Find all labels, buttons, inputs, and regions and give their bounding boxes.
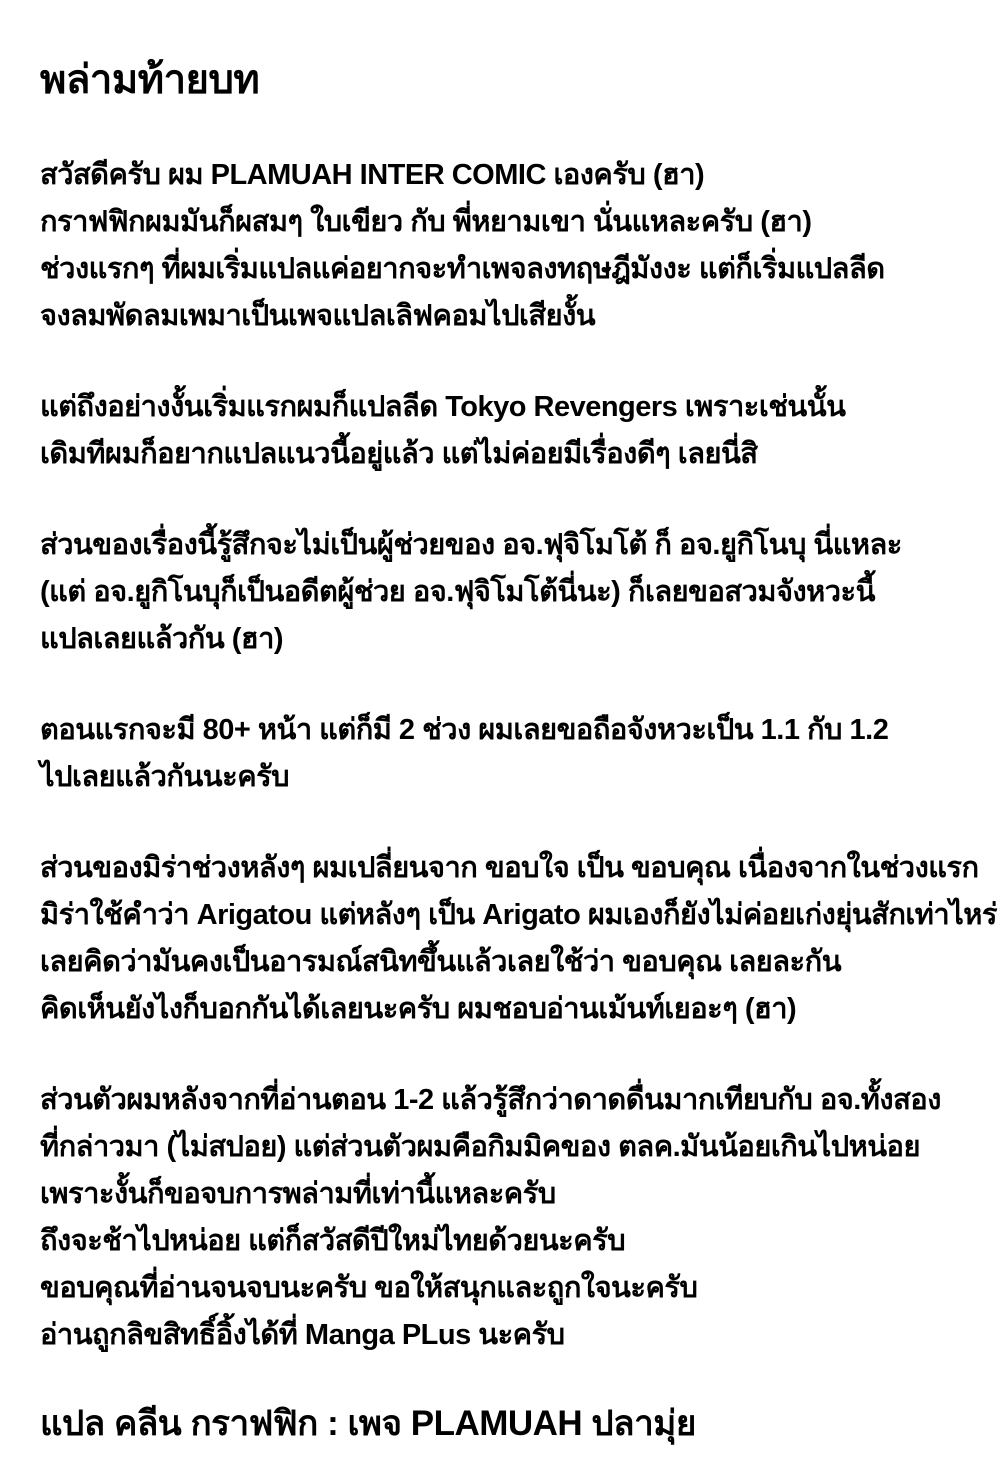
text-line: ส่วนของมิร่าช่วงหลังๆ ผมเปลี่ยนจาก ขอบใจ เป็น ขอบคุณ เนื่องจากในช่วงแรก [40, 852, 979, 884]
paragraph [40, 707, 960, 801]
paragraph [40, 152, 960, 340]
text-line: แต่ถึงอย่างงั้นเริ่มแรกผมก็แปลลีด Tokyo Revengers เพราะเช่นนั้น [40, 391, 846, 423]
text-line: ไปเลยแล้วกันนะครับ [40, 761, 290, 793]
text-line: ส่วนของเรื่องนี้รู้สึกจะไม่เป็นผู้ช่วยของ อจ.ฟุจิโมโต้ ก็ อจ.ยูกิโนบุ นี่แหละ [40, 529, 902, 561]
text-line: จงลมพัดลมเพมาเป็นเพจแปลเลิฟคอมไปเสียงั้น [40, 300, 596, 332]
text-line: ช่วงแรกๆ ที่ผมเริ่มแปลแค่อยากจะทำเพจลงทฤษฎีมังงะ แต่ก็เริ่มแปลลีด [40, 253, 885, 285]
paragraph [40, 845, 997, 1033]
text-line: เดิมทีผมก็อยากแปลแนวนี้อยู่แล้ว แต่ไม่ค่อยมีเรื่องดีๆ เลยนี่สิ [40, 438, 758, 470]
text-line: มิร่าใช้คำว่า Arigatou แต่หลังๆ เป็น Arigato ผมเองก็ยังไม่ค่อยเก่งยุ่นสักเท่าไหร่ [40, 899, 997, 931]
text-line: ถึงจะช้าไปหน่อย แต่ก็สวัสดีปีใหม่ไทยด้วยนะครับ [40, 1225, 626, 1257]
afterword-body [40, 152, 997, 1359]
paragraph [40, 384, 960, 478]
paragraph [40, 522, 960, 663]
credit-line: แปล คลีน กราฟฟิก : เพจ PLAMUAH ปลามุ่ย [40, 1404, 696, 1443]
text-line: ขอบคุณที่อ่านจนจบนะครับ ขอให้สนุกและถูกใจนะครับ [40, 1272, 698, 1304]
text-line: สวัสดีครับ ผม PLAMUAH INTER COMIC เองครับ (ฮา) [40, 159, 705, 191]
text-line: คิดเห็นยังไงก็บอกกันได้เลยนะครับ ผมชอบอ่านเม้นท์เยอะๆ (ฮา) [40, 993, 797, 1025]
text-line: ตอนแรกจะมี 80+ หน้า แต่ก็มี 2 ช่วง ผมเลยขอถือจังหวะเป็น 1.1 กับ 1.2 [40, 714, 889, 746]
paragraph [40, 1077, 960, 1359]
text-line: (แต่ อจ.ยูกิโนบุก็เป็นอดีตผู้ช่วย อจ.ฟุจิโมโต้นี่นะ) ก็เลยขอสวมจังหวะนี้ [40, 576, 875, 608]
text-line: แปลเลยแล้วกัน (ฮา) [40, 623, 284, 655]
afterword-title: พล่ามท้ายบท [40, 58, 260, 102]
text-line: อ่านถูกลิขสิทธิ์อิ้งได้ที่ Manga PLus นะครับ [40, 1319, 565, 1351]
text-line: ส่วนตัวผมหลังจากที่อ่านตอน 1-2 แล้วรู้สึกว่าดาดดื่นมากเทียบกับ อจ.ทั้งสอง [40, 1084, 941, 1116]
text-line: เลยคิดว่ามันคงเป็นอารมณ์สนิทขึ้นแล้วเลยใช้ว่า ขอบคุณ เลยละกัน [40, 946, 842, 978]
text-line: ที่กล่าวมา (ไม่สปอย) แต่ส่วนตัวผมคือกิมมิคของ ตลค.มันน้อยเกินไปหน่อย [40, 1131, 920, 1163]
text-line: กราฟฟิกผมมันก็ผสมๆ ใบเขียว กับ พี่หยามเขา นั่นแหละครับ (ฮา) [40, 206, 812, 238]
text-line: เพราะงั้นก็ขอจบการพล่ามที่เท่านี้แหละครับ [40, 1178, 556, 1210]
